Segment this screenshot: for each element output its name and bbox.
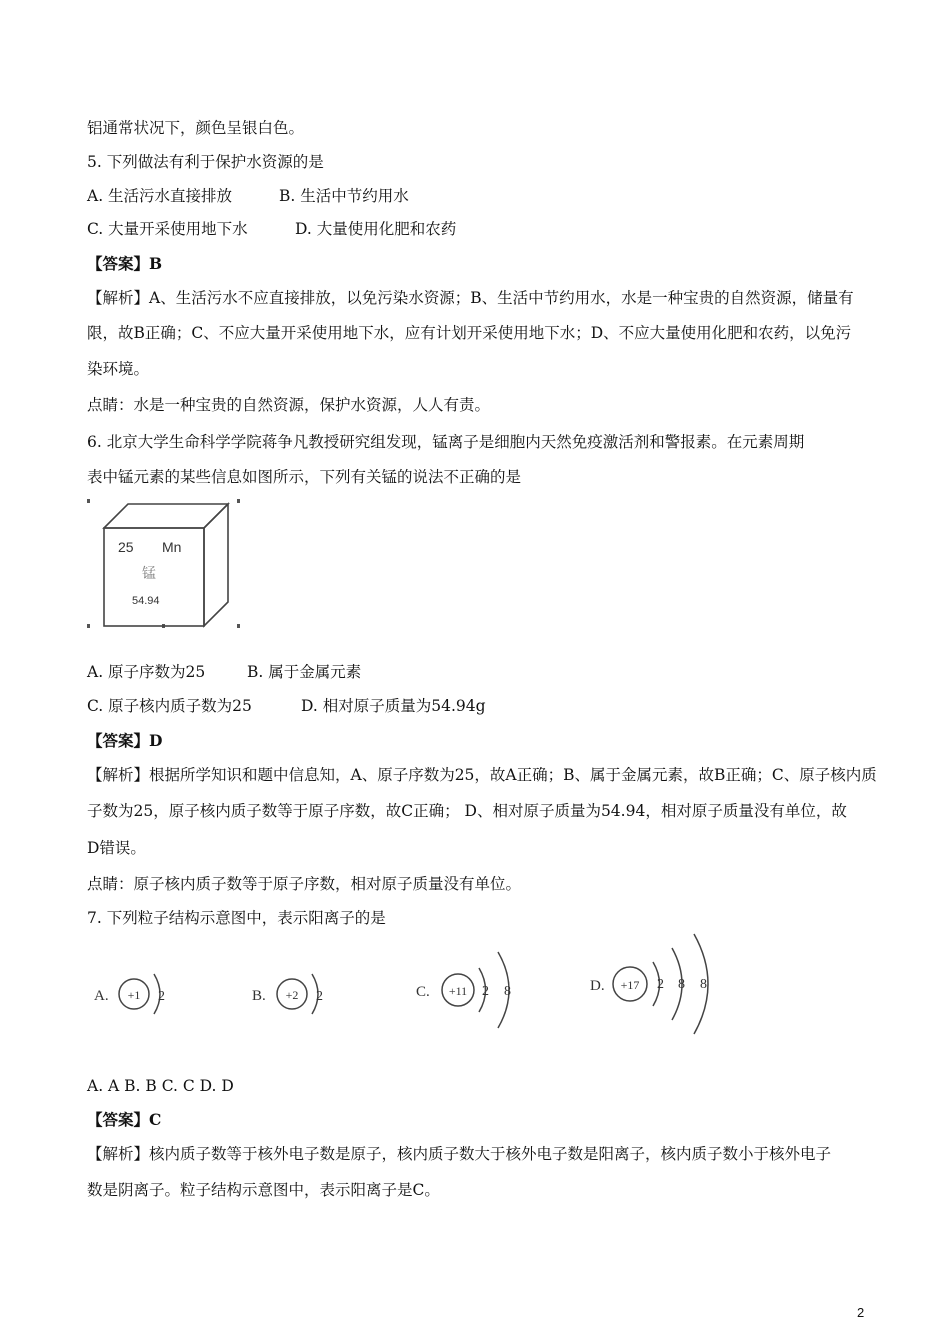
nucleus-charge-c: +11 xyxy=(448,984,468,998)
nucleus-charge-a: +1 xyxy=(127,988,141,1002)
q5-option-d: D. 大量使用化肥和农药 xyxy=(295,220,457,238)
q6-options-ab xyxy=(87,662,361,682)
q6-option-c: C. 原子核内质子数为25 xyxy=(87,697,252,715)
atom-diagram-d xyxy=(590,934,708,1034)
q7-explanation-2: 数是阴离子。粒子结构示意图中，表示阳离子是C。 xyxy=(87,1181,440,1199)
q5-options-ab xyxy=(87,186,409,206)
q6-options-cd xyxy=(87,696,486,716)
shell-count-c2: 8 xyxy=(504,984,511,999)
atom-label-b: B. xyxy=(252,988,266,1004)
atom-label-c: C. xyxy=(416,984,430,1000)
atomic-mass: 54.94 xyxy=(132,595,160,607)
page-number: 2 xyxy=(857,1305,865,1320)
q6-option-d: D. 相对原子质量为54.94g xyxy=(301,697,486,715)
atom-label-d: D. xyxy=(590,978,605,994)
q6-answer: 【答案】D xyxy=(87,731,163,750)
q5-explanation-2: 限，故B正确；C、不应大量开采使用地下水，应有计划开采使用地下水；D、不应大量使用化肥和农药，以免污 xyxy=(87,324,852,342)
question-6-line-2: 表中锰元素的某些信息如图所示，下列有关锰的说法不正确的是 xyxy=(87,468,522,486)
atom-diagram-a xyxy=(94,974,165,1014)
q6-option-a: A. 原子序数为25 xyxy=(87,663,206,681)
q5-option-c: C. 大量开采使用地下水 xyxy=(87,220,248,238)
atom-diagram-b xyxy=(252,974,323,1014)
q7-explanation-1: 【解析】核内质子数等于核外电子数是原子，核内质子数大于核外电子数是阳离子，核内质子数小于核外电子 xyxy=(87,1145,832,1163)
element-cell-figure xyxy=(84,492,244,632)
shell-count-c1: 2 xyxy=(482,984,489,999)
q6-explanation-2: 子数为25，原子核内质子数等于原子序数，故C正确； D、相对原子质量为54.94，相对原子质量没有单位，故 xyxy=(87,802,847,820)
nucleus-charge-b: +2 xyxy=(285,988,299,1002)
element-symbol: Mn xyxy=(162,539,182,555)
q5-explanation-1: 【解析】A、生活污水不应直接排放，以免污染水资源；B、生活中节约用水，水是一种宝贵的自然资源，储量有 xyxy=(87,289,854,307)
q5-options-cd xyxy=(87,219,456,239)
shell-count-d3: 8 xyxy=(700,977,707,992)
q6-tip: 点睛：原子核内质子数等于原子序数，相对原子质量没有单位。 xyxy=(87,875,522,893)
question-6-line-1: 6. 北京大学生命科学学院蒋争凡教授研究组发现，锰离子是细胞内天然免疫激活剂和警报素。在元素周期 xyxy=(87,433,805,451)
shell-count-d2: 8 xyxy=(678,977,685,992)
text-line: 铝通常状况下，颜色呈银白色。 xyxy=(87,119,305,137)
shell-count-b1: 2 xyxy=(316,989,323,1004)
q7-options: A. A B. B C. C D. D xyxy=(87,1077,234,1095)
atom-diagrams xyxy=(84,930,724,1060)
q6-option-b: B. 属于金属元素 xyxy=(247,663,362,681)
q5-answer: 【答案】B xyxy=(87,254,163,273)
q6-explanation-1: 【解析】根据所学知识和题中信息知，A、原子序数为25，故A正确；B、属于金属元素，故B正确；C、原子核内质 xyxy=(87,766,877,784)
q5-explanation-3: 染环境。 xyxy=(87,360,150,378)
q5-tip: 点睛：水是一种宝贵的自然资源，保护水资源，人人有责。 xyxy=(87,396,491,414)
q5-option-a: A. 生活污水直接排放 xyxy=(87,187,233,205)
atom-diagram-c xyxy=(416,952,511,1028)
atomic-number: 25 xyxy=(118,539,134,555)
nucleus-charge-d: +17 xyxy=(620,978,640,992)
question-7: 7. 下列粒子结构示意图中，表示阳离子的是 xyxy=(87,909,386,927)
question-5: 5. 下列做法有利于保护水资源的是 xyxy=(87,153,324,171)
element-name: 锰 xyxy=(142,566,156,582)
q6-explanation-3: D错误。 xyxy=(87,839,146,857)
shell-count-d1: 2 xyxy=(657,977,664,992)
atom-label-a: A. xyxy=(94,988,109,1004)
shell-count-a1: 2 xyxy=(158,989,165,1004)
q5-option-b: B. 生活中节约用水 xyxy=(279,187,409,205)
q7-answer: 【答案】C xyxy=(87,1110,162,1129)
